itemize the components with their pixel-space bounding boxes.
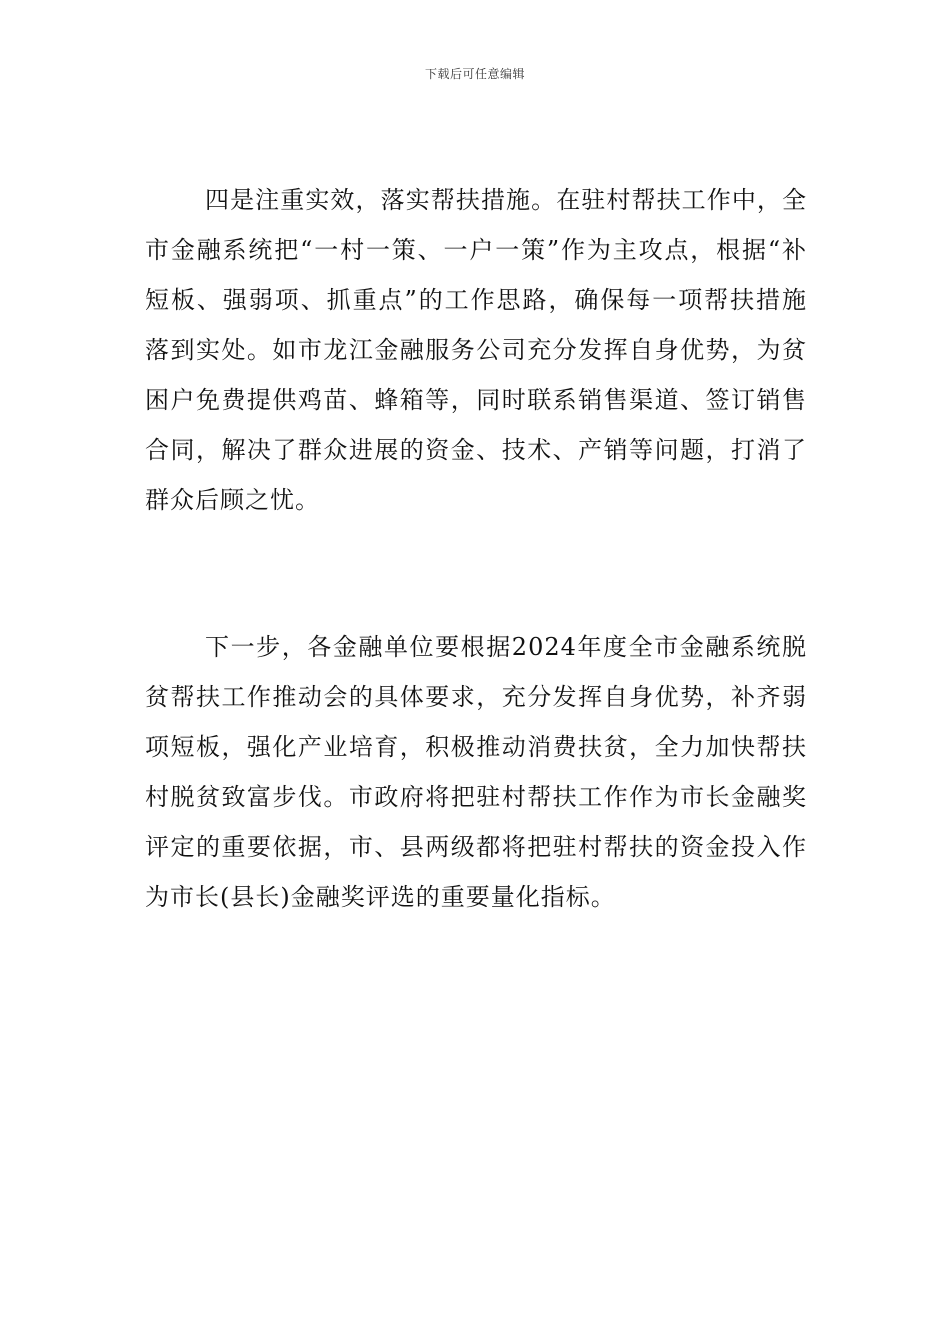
page-header-note: 下载后可任意编辑 bbox=[424, 67, 525, 81]
body-paragraph-2: 下一步，各金融单位要根据2024年度全市金融系统脱贫帮扶工作推动会的具体要求，充分发挥自身优势，补齐弱项短板，强化产业培育，积极推动消费扶贫，全力加快帮扶村脱贫致富步伐。市政府将把驻村帮扶工作作为市长金融奖评定的重要依据，市、县两级都将把驻村帮扶的资金投入作为市长(县长)金融奖评选的重要量化指标。 bbox=[145, 633, 807, 911]
body-paragraph-1: 四是注重实效，落实帮扶措施。在驻村帮扶工作中，全市金融系统把“一村一策、一户一策”作为主攻点，根据“补短板、强弱项、抓重点”的工作思路，确保每一项帮扶措施落到实处。如市龙江金融服务公司充分发挥自身优势，为贫困户免费提供鸡苗、蜂箱等，同时联系销售渠道、签订销售合同，解决了群众进展的资金、技术、产销等问题，打消了群众后顾之忧。 bbox=[145, 186, 807, 514]
